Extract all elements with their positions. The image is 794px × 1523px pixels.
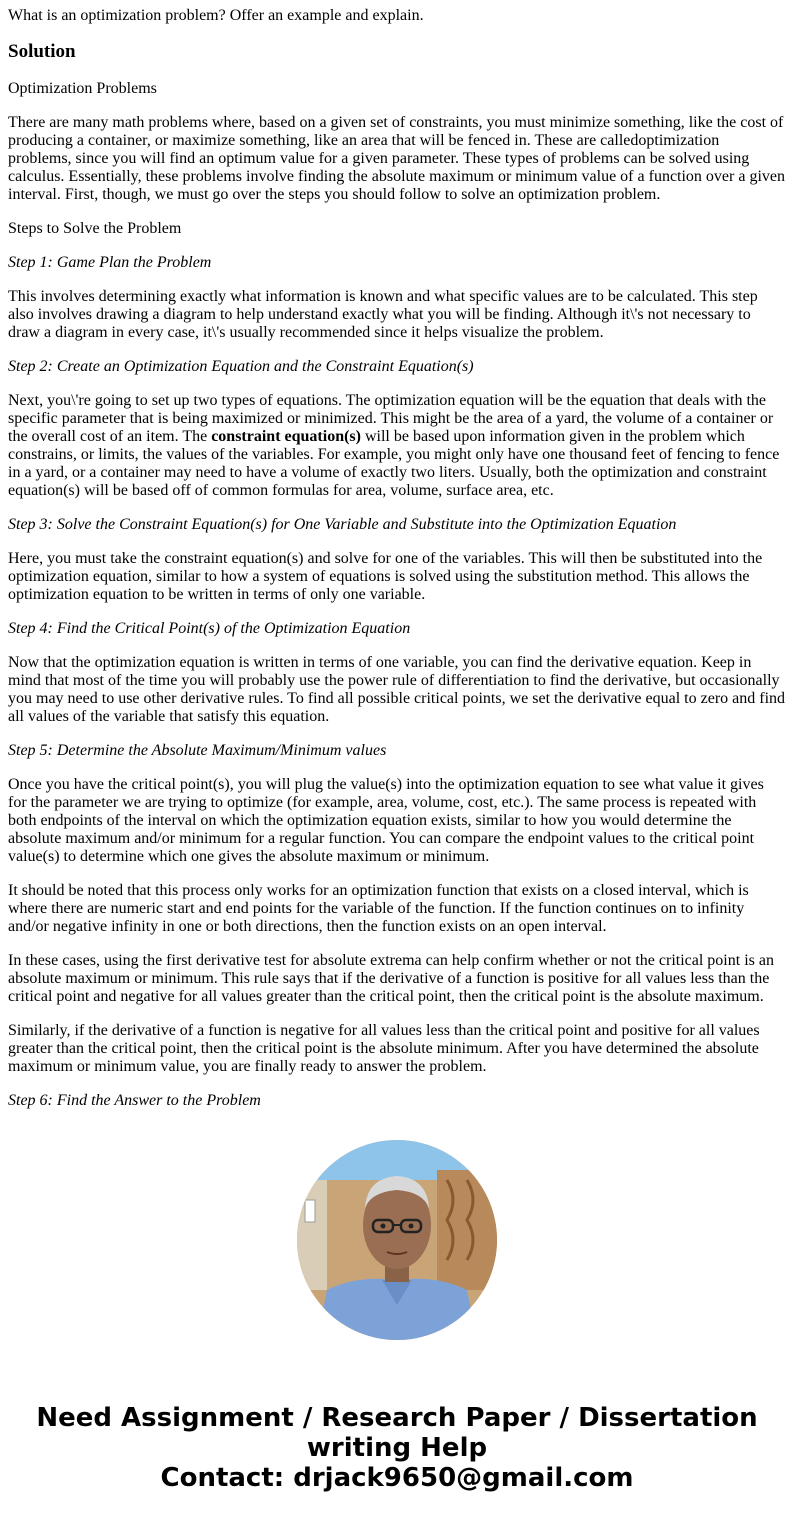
- step3-title: Step 3: Solve the Constraint Equation(s) for One Variable and Substitute into the Optimization Equation: [8, 516, 677, 533]
- steps-title: Steps to Solve the Problem: [8, 220, 182, 237]
- step5-body: Once you have the critical point(s), you will plug the value(s) into the optimization equation to see what value it gives for the parameter we are trying to optimize (for example, area, volume, cost, etc.). The same process is repeated with both endpoints of the interval on which the optimization equation exists, similar to how you would determine the absolute maximum and/or minimum for a regular function. You can compare the endpoint values to the critical point value(s) to determine which one gives the absolute maximum or minimum.: [8, 776, 764, 865]
- solution-heading: Solution: [8, 41, 76, 62]
- constraint-equation-term: constraint equation(s): [211, 428, 361, 445]
- banner-line-1: Need Assignment / Research Paper / Dissertation: [36, 1403, 758, 1433]
- question-text: What is an optimization problem? Offer an example and explain.: [8, 7, 424, 24]
- contact-banner: [0, 1403, 794, 1493]
- first-derivative-note: In these cases, using the first derivative test for absolute extrema can help confirm whether or not the critical point is an absolute maximum or minimum. This rule says that if the derivative of a function is positive for all values less than the critical point and negative for all values greater than the critical point, then the critical point is the absolute maximum.: [8, 952, 774, 1005]
- step1-title: Step 1: Game Plan the Problem: [8, 254, 212, 271]
- step2-body-part-a: Next, you\'re going to set up two types of equations. The optimization equation will be the equation that deals with the specific parameter that is being maximized or minimized. This might be the area of a yard, the volume of a container or the overall cost of an item. The: [8, 392, 774, 445]
- similarly-note: Similarly, if the derivative of a function is negative for all values less than the critical point and positive for all values greater than the critical point, then the critical point is the absolute minimum. After you have determined the absolute maximum or minimum value, you are finally ready to answer the problem.: [8, 1022, 760, 1075]
- step6-title: Step 6: Find the Answer to the Problem: [8, 1092, 261, 1109]
- step3-body: Here, you must take the constraint equation(s) and solve for one of the variables. This will then be substituted into the optimization equation, similar to how a system of equations is solved using the substitution method. This allows the optimization equation to be written in terms of only one variable.: [8, 550, 763, 603]
- closed-interval-note: It should be noted that this process only works for an optimization function that exists on a closed interval, which is where there are numeric start and end points for the variable of the function. If the function continues on to infinity and/or negative infinity in one or both directions, then the function exists on an open interval.: [8, 882, 749, 935]
- step4-body: Now that the optimization equation is written in terms of one variable, you can find the derivative equation. Keep in mind that most of the time you will probably use the power rule of differentiation to find the derivative, but occasionally you may need to use other derivative rules. To find all possible critical points, we set the derivative equal to zero and find all values of the variable that satisfy this equation.: [8, 654, 786, 725]
- step2-body: [8, 392, 786, 500]
- step5-title: Step 5: Determine the Absolute Maximum/Minimum values: [8, 742, 387, 759]
- step1-body: This involves determining exactly what information is known and what specific values are to be calculated. This step also involves drawing a diagram to help understand exactly what you will be finding. Although it\'s not necessary to draw a diagram in every case, it\'s usually recommended since it helps visualize the problem.: [8, 288, 758, 341]
- contact-email[interactable]: Contact: drjack9650@gmail.com: [160, 1463, 634, 1493]
- author-portrait-icon: [297, 1140, 497, 1340]
- intro-title: Optimization Problems: [8, 80, 157, 97]
- author-avatar: [297, 1140, 497, 1340]
- step2-title: Step 2: Create an Optimization Equation and the Constraint Equation(s): [8, 358, 474, 375]
- banner-line-2: writing Help: [306, 1433, 488, 1463]
- avatar-wrapper: [8, 1140, 786, 1340]
- step2-body-part-b: will be based upon information given in the problem which constrains, or limits, the values of the variables. For example, you might only have one thousand feet of fencing to fence in a yard, or a container may need to have a volume of exactly two liters. Usually, both the optimization and constraint equation(s) will be based off of common formulas for area, volume, surface area, etc.: [8, 428, 780, 499]
- intro-body: There are many math problems where, based on a given set of constraints, you must minimize something, like the cost of producing a container, or maximize something, like an area that will be fenced in. These are calledoptimization problems, since you will find an optimum value for a given parameter. These types of problems can be solved using calculus. Essentially, these problems involve finding the absolute maximum or minimum value of a function over a given interval. First, though, we must go over the steps you should follow to solve an optimization problem.: [8, 114, 786, 203]
- step4-title: Step 4: Find the Critical Point(s) of the Optimization Equation: [8, 620, 411, 637]
